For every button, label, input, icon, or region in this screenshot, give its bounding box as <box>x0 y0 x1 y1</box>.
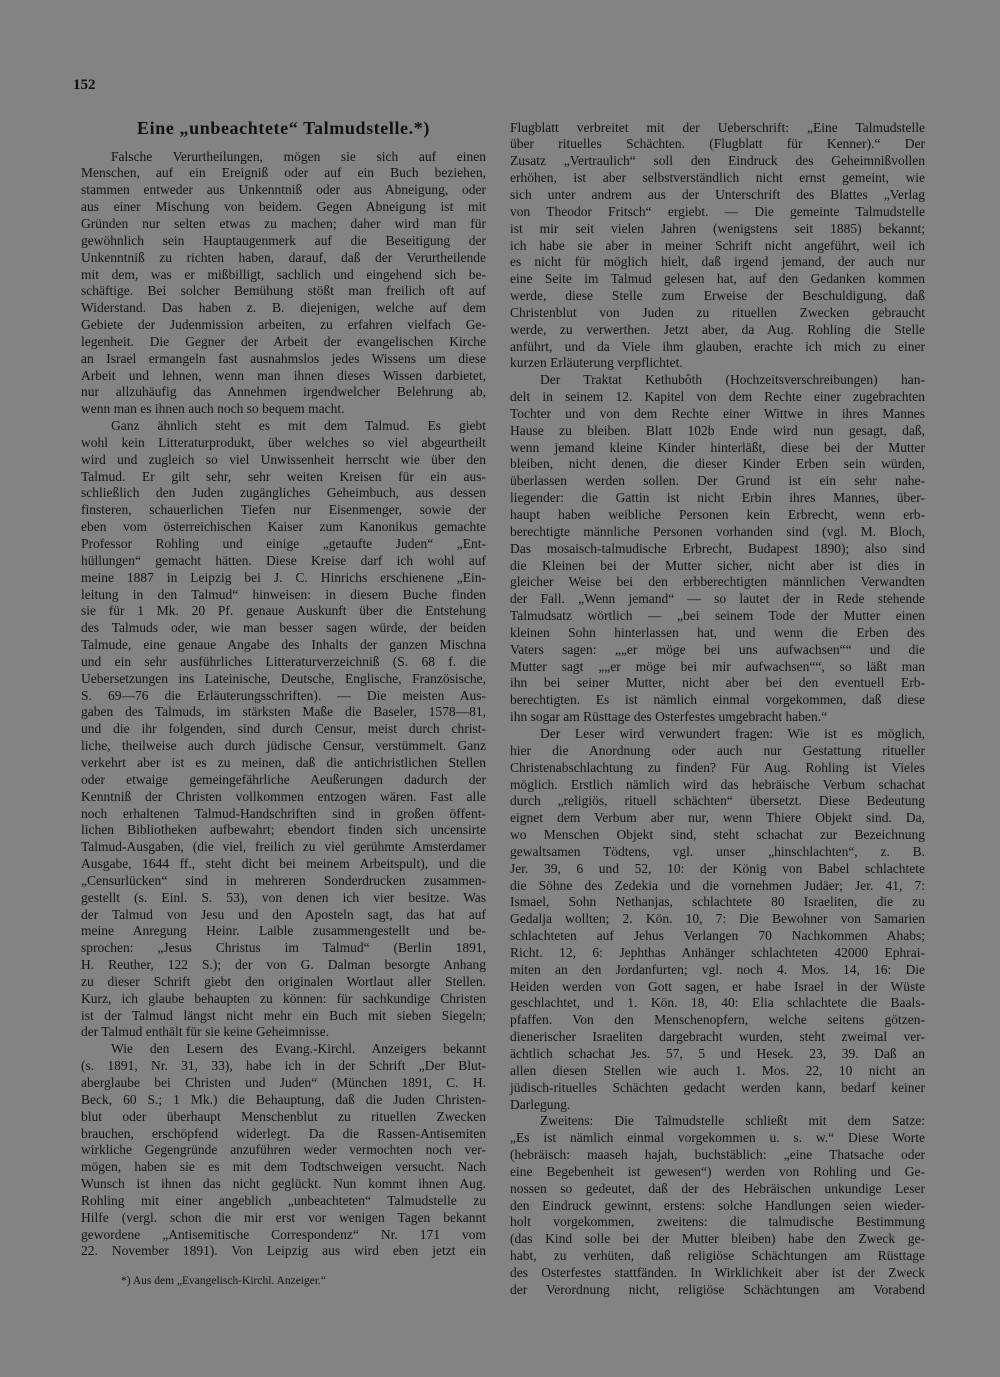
text-line: Gebiete der Judenmission arbeiten, zu erfahren vielfach Ge- <box>81 317 486 333</box>
text-line: 22. November 1891). Von Leipzig aus wird eben jetzt ein <box>81 1243 486 1259</box>
text-line: und die ihr folgenden, sind durch Censur, meist durch christ- <box>81 721 486 737</box>
text-line: Talmude, eine genaue Angabe des Inhalts der ganzen Mischna <box>81 637 486 653</box>
text-line: die Söhne des Zedekia und die vornehmen Judäer; Jer. 41, 7: <box>510 877 925 893</box>
text-line: Vaters sagen: „„er möge bei uns aufwachsen““ und die <box>510 641 925 657</box>
text-line: der Fall. „Wenn jemand“ — so lautet der in Rede stehende <box>510 591 925 607</box>
text-line: berechtigten. Es ist nämlich einmal vorgekommen, daß diese <box>510 692 925 708</box>
text-line: (das Kind solle bei der Mutter bleiben) habe den Zweck ge- <box>510 1231 925 1247</box>
text-line: ich habe sie aber in meiner Schrift nicht angeführt, weil ich <box>510 237 925 253</box>
text-line: gleicher Weise bei den erbberechtigten männlichen Verwandten <box>510 574 925 590</box>
text-line: blut oder überhaupt Menschenblut zu rituellen Zwecken <box>81 1108 486 1124</box>
text-line: eine Seite im Talmud gelesen hat, auf den Gedanken kommen <box>510 271 925 287</box>
text-line: sprochen: „Jesus Christus im Talmud“ (Berlin 1891, <box>81 940 486 956</box>
text-line: H. Reuther, 122 S.); der von G. Dalman besorgte Anhang <box>81 957 486 973</box>
article-title: Eine „unbeachtete“ Talmudstelle.*) <box>137 118 430 138</box>
text-line: Christenabschlachtung zu finden? Für Aug. Rohling ist Vieles <box>510 759 925 775</box>
text-line: (hebräisch: maaseh hajah, buchstäblich: „eine Thatsache oder <box>510 1147 925 1163</box>
text-line: durch „religiös, rituell schächten“ übersetzt. Diese Bedeutung <box>510 793 925 809</box>
text-line: meine 1887 in Leipzig bei J. C. Hinrichs erschienene „Ein- <box>81 569 486 585</box>
text-line: Talmudsatz wörtlich — „bei seinem Tode der Mutter einen <box>510 608 925 624</box>
text-line: lichen Bibliotheken aufbewahrt; ebendort finden sich uncensirte <box>81 822 486 838</box>
text-line: holt vorgekommen, zweitens: die talmudische Bestimmung <box>510 1214 925 1230</box>
text-line: allen diesen Stellen wie auch 1. Mos. 22, 10 nicht an <box>510 1062 925 1078</box>
text-line: S. 69—76 die Erläuterungsschriften). — Die meisten Aus- <box>81 687 486 703</box>
text-line: Ismael, Sohn Nethanjas, schlachtete 80 Israeliten, die zu <box>510 894 925 910</box>
text-line: (s. 1891, Nr. 31, 33), habe ich in der Schrift „Der Blut- <box>81 1058 486 1074</box>
text-line: Gründen nur selten etwas zu machen; daher wird man für <box>81 215 486 231</box>
text-line: anführt, und da Viele ihm glauben, erachte ich mich zu einer <box>510 338 925 354</box>
footnote: *) Aus dem „Evangelisch-Kirchl. Anzeiger.“ <box>121 1275 327 1287</box>
page-number: 152 <box>73 77 96 93</box>
text-line: Das mosaisch-talmudische Erbrecht, Budapest 1890); also sind <box>510 540 925 556</box>
text-line: Darlegung. <box>510 1096 571 1112</box>
text-line: liegender: die Gattin ist nicht Erbin ihres Mannes, über- <box>510 490 925 506</box>
text-line: wo Menschen Objekt sind, steht schachat zur Bezeichnung <box>510 827 925 843</box>
paragraph <box>510 120 925 373</box>
text-line: legenheit. Die Gegner der Arbeit der evangelischen Kirche <box>81 333 486 349</box>
text-line: sie für 1 Mk. 20 Pf. genaue Auskunft über die Entstehung <box>81 603 486 619</box>
text-line: bleiben, nicht denen, die dieser Kinder Erben sein würden, <box>510 456 925 472</box>
text-line: kleinen Sohn hinterlassen hat, und wenn die Erben des <box>510 624 925 640</box>
text-line: aus einer Mischung von beidem. Gegen Abneigung ist mit <box>81 199 486 215</box>
text-line: geschlachtet, und 1. Kön. 18, 40: Elia schlachtete die Baals- <box>510 995 925 1011</box>
text-line: ächtlich schachat Jes. 57, 5 und Hesek. 23, 39. Daß an <box>510 1046 925 1061</box>
text-line: des Talmuds oder, wie man besser sagen würde, der beiden <box>81 620 486 636</box>
text-line: „Censurlücken“ sind in mehreren Sonderdrucken zusammen- <box>81 872 486 888</box>
text-line: Ganz ähnlich steht es mit dem Talmud. Es giebt <box>111 418 486 434</box>
text-line: Menschen, auf ein Ereigniß oder auf ein Buch beziehen, <box>81 165 486 181</box>
text-line: ihn sogar am Rüsttage des Osterfestes umgebracht haben.“ <box>510 709 828 725</box>
text-line: Falsche Verurtheilungen, mögen sie sich auf einen <box>111 148 486 164</box>
text-line: eben vom österreichischen Kaiser zum Kanonikus gemachte <box>81 519 486 535</box>
text-line: Jer. 39, 6 und 52, 10: der König von Babel schlachtete <box>510 860 925 876</box>
right-column <box>510 120 925 1299</box>
text-line: Kenntniß der Christen vollkommen entzogen wären. Fast alle <box>81 788 486 804</box>
text-line: schäftige. Bei solcher Bemühung stößt man freilich oft auf <box>81 283 486 299</box>
text-line: berechtigte männliche Personen vorhanden sind (vgl. M. Bloch, <box>510 523 925 539</box>
text-line: werde, diese Stelle zum Erweise der Beschuldigung, daß <box>510 288 925 304</box>
text-line: pfaffen. Von den Menschenopfern, welche seitens götzen- <box>510 1012 925 1028</box>
text-line: wohl kein Litteraturprodukt, über welches so viel abgeurtheilt <box>81 434 486 450</box>
text-line: der Talmud enthält für sie keine Geheimnisse. <box>81 1024 330 1040</box>
text-line: Professor Rohling und einige „getaufte Juden“ „Ent- <box>81 536 486 551</box>
text-line: leitung in den Talmud“ hinweisen: in diesem Buche finden <box>81 586 486 602</box>
text-line: „Es ist nämlich einmal vorgekommen u. s. w.“ Diese Worte <box>510 1130 925 1146</box>
text-line: eine Begebenheit ist gewesen“) werden von Rohling und Ge- <box>510 1163 925 1179</box>
text-line: Christenblut von Juden zu rituellen Zwecken gebraucht <box>510 304 925 320</box>
text-line: haupt haben weibliche Personen kein Erbrecht, wenn erb- <box>510 507 925 522</box>
text-line: delt in seinem 12. Kapitel von dem Rechte einer zugebrachten <box>510 389 925 405</box>
text-line: meine Anregung Heinr. Laible zusammengestellt und be- <box>81 923 486 939</box>
text-line: Ausgabe, 1644 ff., steht dicht bei meinem Arbeitspult), und die <box>81 856 486 872</box>
text-line: brauchen, erschöpfend widerlegt. Da die Rassen-Antisemiten <box>81 1125 486 1141</box>
text-line: Talmud-Ausgaben, (die viel, freilich zu viel gerühmte Amsterdamer <box>81 839 486 855</box>
text-line: habt, zu verhüten, daß religiöse Schächtungen am Rüsttage <box>510 1248 925 1264</box>
text-line: eignet dem Verbum aber nur, wenn Thiere Objekt sind. Da, <box>510 810 925 826</box>
text-line: Hilfe (vergl. schon die mir erst vor wenigen Tagen bekannt <box>81 1209 486 1225</box>
text-line: Richt. 12, 6: Jephthas Anhänger schlachteten 42000 Ephrai- <box>510 944 925 960</box>
text-line: des Osterfestes stattfänden. In Wirklichkeit aber ist der Zweck <box>510 1264 925 1280</box>
text-line: ihn bei seiner Mutter, nicht aber bei den eventuell Erb- <box>510 675 925 691</box>
text-line: Widerstand. Das haben z. B. diejenigen, welche auf dem <box>81 300 486 316</box>
text-line: Wunsch ist ihnen das nicht geglückt. Nun kommt ihnen Aug. <box>81 1176 486 1192</box>
text-line: und ein sehr ausführliches Litteraturverzeichniß (S. 68 f. die <box>81 653 486 669</box>
text-line: mit dem, was er mißbilligt, sachlich und eingehend sich be- <box>81 266 486 282</box>
text-line: noch erhaltenen Talmud-Handschriften sind in großen öffent- <box>81 805 486 821</box>
text-line: wenn man es ihnen auch noch so bequem macht. <box>81 401 345 417</box>
text-line: miten an den Jordanfurten; vgl. noch 4. Mos. 14, 16: Die <box>510 961 925 977</box>
text-line: die Kleinen bei der Mutter sicher, nicht aber ist dies in <box>510 557 925 573</box>
text-line: schlachteten auf Jehus Verlangen 70 Nachkommen Ahabs; <box>510 928 925 944</box>
text-line: hüllungen“ gemacht hätten. Diese Kreise darf ich wohl auf <box>81 552 486 568</box>
text-line: gaben des Talmuds, im stärksten Maße die Baseler, 1578—81, <box>81 704 486 720</box>
text-line: ist der Talmud längst nicht mehr ein Buch mit sieben Siegeln; <box>81 1007 486 1023</box>
text-line: Arbeit und lehnen, wenn man ihnen dieses Wissen darbietet, <box>81 367 486 383</box>
text-line: Zusatz „Vertraulich“ soll den Eindruck des Geheimnißvollen <box>510 153 925 169</box>
text-line: den Eindruck gewinnt, erstens: solche Handlungen seien wieder- <box>510 1197 925 1213</box>
text-line: aberglaube bei Christen und Juden“ (München 1891, C. H. <box>81 1075 486 1090</box>
text-line: hier die Anordnung oder auch nur Gestattung ritueller <box>510 742 925 758</box>
text-line: finsteren, schauerlichen Tiefen nur Eisenmenger, sowie der <box>81 502 486 518</box>
paragraph <box>81 1041 486 1260</box>
text-line: Tochter und von dem Rechte einer Wittwe in ihres Mannes <box>510 405 925 421</box>
paragraph <box>81 418 486 1041</box>
text-line: dienerischer Israeliten dargebracht wurden, steht zweimal ver- <box>510 1029 925 1045</box>
text-line: gewaltsamen Tödtens, vgl. unser „hinschlachten“, z. B. <box>510 843 925 859</box>
text-line: stammen entweder aus Unkenntniß oder aus Abneigung, oder <box>81 182 486 198</box>
text-line: gestellt (s. Einl. S. 53), von denen ich vier besitze. Was <box>81 889 486 905</box>
text-line: Talmud. Er gilt sehr, sehr weiten Kreisen für ein aus- <box>81 468 486 484</box>
text-line: jüdisch-rituelles Schächten gedacht werden kann, bedarf keiner <box>510 1079 925 1095</box>
text-line: Rohling mit einer angeblich „unbeachteten“ Talmudstelle zu <box>81 1192 486 1208</box>
text-line: wirkliche Gegengründe anzuführen weder vermochten noch ver- <box>81 1142 486 1158</box>
text-line: Gedalja wollten; 2. Kön. 10, 7: Die Bewohner von Samarien <box>510 911 925 927</box>
text-line: nur allzuhäufig das Annehmen irgendwelcher Belehrung ab, <box>81 384 486 400</box>
text-line: zu dieser Schrift giebt den originalen Wortlaut aller Stellen. <box>81 973 486 989</box>
text-line: gewordene „Antisemitische Correspondenz“ Nr. 171 vom <box>81 1226 486 1242</box>
text-line: Uebersetzungen ins Lateinische, Deutsche, Englische, Französische, <box>81 670 486 686</box>
left-column <box>81 149 486 1261</box>
text-line: Heiden werden von Gott sagen, er habe Israel in der Wüste <box>510 978 925 994</box>
text-line: kurzen Erläuterung verpflichtet. <box>510 355 683 371</box>
text-line: Beck, 60 S.; 1 Mk.) die Behauptung, daß die Juden Christen- <box>81 1091 486 1107</box>
text-line: Flugblatt verbreitet mit der Ueberschrift: „Eine Talmudstelle <box>510 119 925 135</box>
text-line: der Verordnung nicht, religiöse Schächtungen am Vorabend <box>510 1281 925 1297</box>
text-line: erhöhen, ist aber selbstverständlich nicht ernst gemeint, wie <box>510 170 925 186</box>
text-line: schließlich den Juden zugängliches Geheimbuch, aus dessen <box>81 485 486 501</box>
paragraph <box>81 149 486 419</box>
text-line: es nicht für möglich hielt, daß irgend jemand, der auch nur <box>510 254 925 270</box>
text-line: wenn jemand kleine Kinder hinterläßt, diese bei der Mutter <box>510 439 925 455</box>
paragraph <box>510 372 925 726</box>
text-line: Der Leser wird verwundert fragen: Wie ist es möglich, <box>540 725 925 741</box>
text-line: möglich. Erstlich nämlich wird das hebräische Verbum schachat <box>510 776 925 792</box>
text-line: Unkenntniß zu richten haben, darauf, daß der Verurtheilende <box>81 249 486 265</box>
text-line: Mutter sagt „„er möge bei mir aufwachsen““, so läßt man <box>510 658 925 674</box>
text-line: der Talmud von Jesu und den Aposteln sagt, das hat auf <box>81 906 486 922</box>
text-line: gewöhnlich sein Hauptaugenmerk auf die Beseitigung der <box>81 232 486 248</box>
text-line: Der Traktat Kethubôth (Hochzeitsverschreibungen) han- <box>540 372 925 388</box>
text-line: Hause zu bleiben. Blatt 102b Ende wird nun gesagt, daß, <box>510 422 925 438</box>
text-line: verkehrt aber ist es zu meinen, daß die antichristlichen Stellen <box>81 754 486 770</box>
text-line: Zweitens: Die Talmudstelle schließt mit dem Satze: <box>540 1113 925 1129</box>
text-line: über rituelles Schächten. (Flugblatt für Kenner).“ Der <box>510 136 925 152</box>
text-line: nossen so gedeutet, daß der des Hebräischen unkundige Leser <box>510 1180 925 1196</box>
text-line: an Israel ermangeln fast ausnahmslos jedes Wissens um diese <box>81 350 486 366</box>
text-line: mögen, haben sie es mit dem Todtschweigen versucht. Nach <box>81 1159 486 1175</box>
text-line: ist mir seit vielen Jahren (wenigstens seit 1885) bekannt; <box>510 220 925 236</box>
text-line: wird und zugleich so viel Unwissenheit herrscht wie über den <box>81 451 486 467</box>
paragraph <box>510 1113 925 1298</box>
text-line: oder etwaige gemeingefährliche Aeußerungen dadurch der <box>81 771 486 787</box>
paragraph <box>510 726 925 1113</box>
text-line: Kurz, ich glaube behaupten zu können: für sachkundige Christen <box>81 990 486 1006</box>
text-line: von Theodor Fritsch“ ergiebt. — Die gemeinte Talmudstelle <box>510 203 925 219</box>
text-line: werde, zu verwerthen. Jetzt aber, da Aug. Rohling die Stelle <box>510 321 925 337</box>
text-line: Wie den Lesern des Evang.-Kirchl. Anzeigers bekannt <box>111 1041 486 1057</box>
text-line: sich unter andrem aus der Unterschrift des Blattes „Verlag <box>510 186 925 202</box>
text-line: liche, theilweise auch durch jüdische Censur, verstümmelt. Ganz <box>81 738 486 754</box>
text-line: überlassen werden sollen. Der Grund ist ein sehr nahe- <box>510 473 925 489</box>
